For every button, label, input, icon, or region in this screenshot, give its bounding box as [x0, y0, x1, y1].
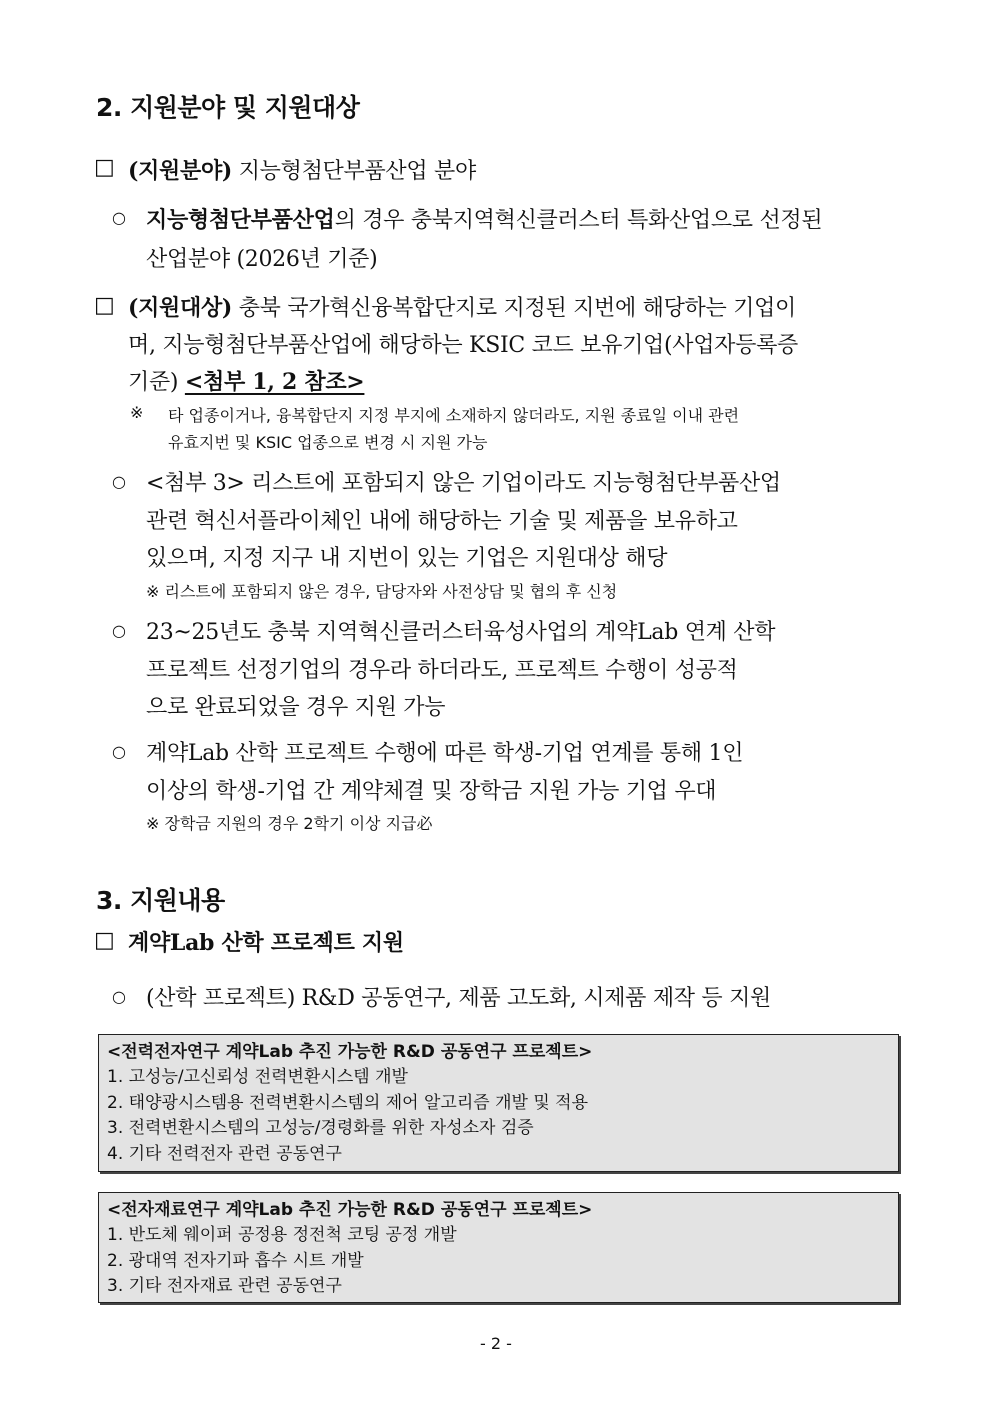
circle-bullet: ○ — [112, 472, 126, 491]
square-bullet: □ — [94, 293, 115, 318]
box-title: <전자재료연구 계약Lab 추진 가능한 R&D 공동연구 프로젝트> — [107, 1200, 593, 1220]
box-item: 2. 광대역 전자기파 흡수 시트 개발 — [107, 1250, 364, 1271]
item-1-line-2: 관련 혁신서플라이체인 내에 해당하는 기술 및 제품을 보유하고 — [146, 509, 738, 534]
target-line-3-text: 기준) — [128, 370, 179, 395]
item-1-line-3: 있으며, 지정 지구 내 지번이 있는 기업은 지원대상 해당 — [146, 546, 668, 571]
field-sub-bold: 지능형첨단부품산업 — [146, 207, 335, 233]
item-2-line-2: 프로젝트 선정기업의 경우라 하더라도, 프로젝트 수행이 성공적 — [146, 658, 738, 683]
circle-bullet: ○ — [112, 621, 126, 640]
target-note-line-1: 타 업종이거나, 융복합단지 지정 부지에 소재하지 않더라도, 지원 종료일 이내 관련 — [168, 406, 740, 425]
box-item: 3. 전력변환시스템의 고성능/경령화를 위한 자성소자 검증 — [107, 1118, 534, 1138]
target-note-line-2: 유효지번 및 KSIC 업종으로 변경 시 지원 가능 — [168, 433, 488, 452]
section3-sub-title: 계약Lab 산학 프로젝트 지원 — [128, 930, 404, 956]
field-text: 지능형첨단부품산업 분야 — [238, 159, 476, 184]
box-item: 3. 기타 전자재료 관련 공동연구 — [107, 1276, 342, 1296]
item-1-line-1: <첨부 3> 리스트에 포함되지 않은 기업이라도 지능형첨단부품산업 — [146, 471, 781, 496]
field-line — [128, 154, 476, 185]
field-sub-line-2: 산업분야 (2026년 기준) — [146, 247, 378, 272]
field-sub-rest: 의 경우 충북지역혁신클러스터 특화산업으로 선정된 — [334, 208, 823, 233]
section3-item: (산학 프로젝트) R&D 공동연구, 제품 고도화, 시제품 제작 등 지원 — [146, 986, 771, 1011]
target-line-3 — [128, 365, 364, 396]
circle-bullet: ○ — [112, 987, 126, 1006]
box-item: 1. 반도체 웨이퍼 공정용 정전척 코팅 공정 개발 — [107, 1225, 457, 1245]
field-label: (지원분야) — [128, 158, 233, 184]
item-3-line-2: 이상의 학생-기업 간 계약체결 및 장학금 지원 가능 기업 우대 — [146, 779, 717, 804]
field-sub-line-1 — [146, 203, 822, 234]
project-box-electronic-materials — [98, 1192, 899, 1303]
circle-bullet: ○ — [112, 208, 126, 227]
section-heading: 2. 지원분야 및 지원대상 — [96, 93, 360, 122]
square-bullet: □ — [94, 928, 115, 953]
target-text: 충북 국가혁신융복합단지로 지정된 지번에 해당하는 기업이 — [238, 296, 797, 321]
page-number: - 2 - — [480, 1334, 512, 1353]
item-2-line-3: 으로 완료되었을 경우 지원 가능 — [146, 695, 446, 720]
target-label: (지원대상) — [128, 295, 233, 321]
circle-bullet: ○ — [112, 742, 126, 761]
square-bullet: □ — [94, 155, 115, 180]
item-3-note: ※ 장학금 지원의 경우 2학기 이상 지급必 — [146, 814, 433, 833]
item-1-note: ※ 리스트에 포함되지 않은 경우, 담당자와 사전상담 및 협의 후 신청 — [146, 582, 618, 601]
target-line-2: 며, 지능형첨단부품산업에 해당하는 KSIC 코드 보유기업(사업자등록증 — [128, 333, 798, 358]
note-mark: ※ — [130, 403, 144, 422]
target-line-1 — [128, 291, 796, 322]
attachment-reference: <첨부 1, 2 참조> — [184, 369, 365, 395]
box-item: 4. 기타 전력전자 관련 공동연구 — [107, 1143, 342, 1164]
project-box-power-electronics — [98, 1034, 899, 1172]
item-3-line-1: 계약Lab 산학 프로젝트 수행에 따른 학생-기업 연계를 통해 1인 — [146, 741, 744, 766]
box-item: 1. 고성능/고신뢰성 전력변환시스템 개발 — [107, 1067, 408, 1087]
item-2-line-1: 23~25년도 충북 지역혁신클러스터육성사업의 계약Lab 연계 산학 — [146, 620, 776, 645]
box-item: 2. 태양광시스템용 전력변환시스템의 제어 알고리즘 개발 및 적용 — [107, 1092, 589, 1113]
box-title: <전력전자연구 계약Lab 추진 가능한 R&D 공동연구 프로젝트> — [107, 1042, 593, 1062]
section-heading: 3. 지원내용 — [96, 886, 225, 915]
